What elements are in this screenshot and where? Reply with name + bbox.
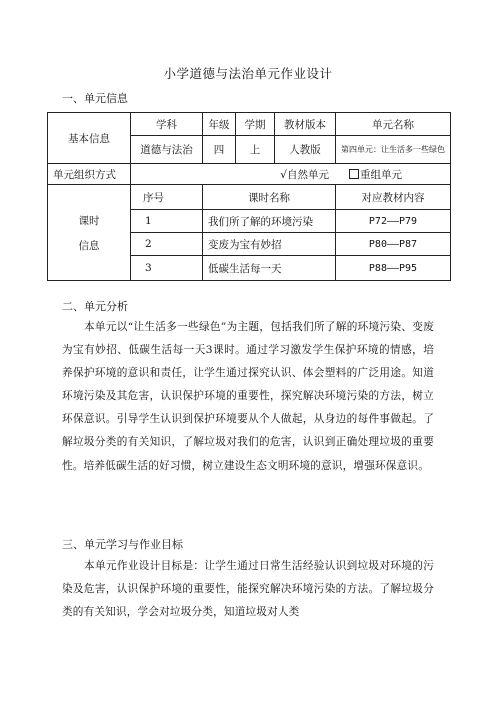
lesson-pages: P72——P79 (336, 210, 451, 233)
org-options (131, 164, 451, 185)
section-heading-unit-analysis: 二、单元分析 (62, 300, 128, 313)
goals-paragraph: 本单元作业设计目标是：让学生通过日常生活经验认识到垃圾对环境的污染及危害，认识保护环境的重要性，能探究解决环境污染的方法。了解垃圾分类的有关知识，学会对垃圾分类，知道垃圾对人类 (62, 560, 434, 619)
checkbox-icon (349, 169, 359, 179)
content-header: 对应教材内容 (336, 185, 451, 210)
subject-header: 学科 (131, 113, 203, 136)
edition-header: 教材版本 (275, 113, 336, 136)
num-header: 序号 (131, 185, 203, 210)
lesson-label-line1: 课时 (78, 214, 100, 227)
term-value: 上 (236, 136, 275, 164)
lesson-num: 2 (131, 233, 203, 256)
lesson-name: 低碳生活每一天 (203, 256, 336, 281)
lesson-name: 变废为宝有妙招 (203, 233, 336, 256)
section-heading-unit-info: 一、单元信息 (62, 92, 128, 105)
edition-value: 人教版 (275, 136, 336, 164)
grade-value: 四 (203, 136, 236, 164)
unit-name-header: 单元名称 (336, 113, 451, 136)
unit-info-table (47, 112, 451, 281)
subject-value: 道德与法治 (131, 136, 203, 164)
document-title: 小学道德与法治单元作业设计 (163, 66, 333, 81)
lesson-name: 我们所了解的环境污染 (203, 210, 336, 233)
unit-analysis-paragraph: 本单元以“让生活多一些绿色”为主题，包括我们所了解的环境污染、变废为宝有妙招、低碳生活每一天3课时。通过学习激发学生保护环境的情感，培养保护环境的意识和责任，让学生通过探究认识、体会塑料的广泛用途。知道环境污染及其危害，认识保护环境的重要性，探究解决环境污染的方法，树立环保意识。引导学生认识到保护环境要从个人做起，从身边的每件事做起。了解垃圾分类的有关知识，了解垃圾对我们的危害，认识到正确处理垃圾的重要性。培养低碳生活的好习惯，树立建设生态文明环境的意识，增强环保意识。 (62, 321, 434, 472)
lesson-info-label (48, 185, 131, 281)
natural-unit-option: √自然单元 (280, 168, 329, 181)
org-label: 单元组织方式 (48, 164, 131, 185)
lesson-name-header: 课时名称 (203, 185, 336, 210)
grade-header: 年级 (203, 113, 236, 136)
lesson-label-line2: 信息 (78, 239, 100, 252)
lesson-num: 3 (131, 256, 203, 281)
regroup-unit-option: 重组单元 (360, 168, 402, 181)
section-heading-goals: 三、单元学习与作业目标 (62, 538, 183, 551)
lesson-pages: P80——P87 (336, 233, 451, 256)
lesson-pages: P88——P95 (336, 256, 451, 281)
lesson-num: 1 (131, 210, 203, 233)
term-header: 学期 (236, 113, 275, 136)
basic-info-label: 基本信息 (48, 113, 131, 164)
unit-name-value: 第四单元：让生活多一些绿色 (336, 136, 451, 164)
